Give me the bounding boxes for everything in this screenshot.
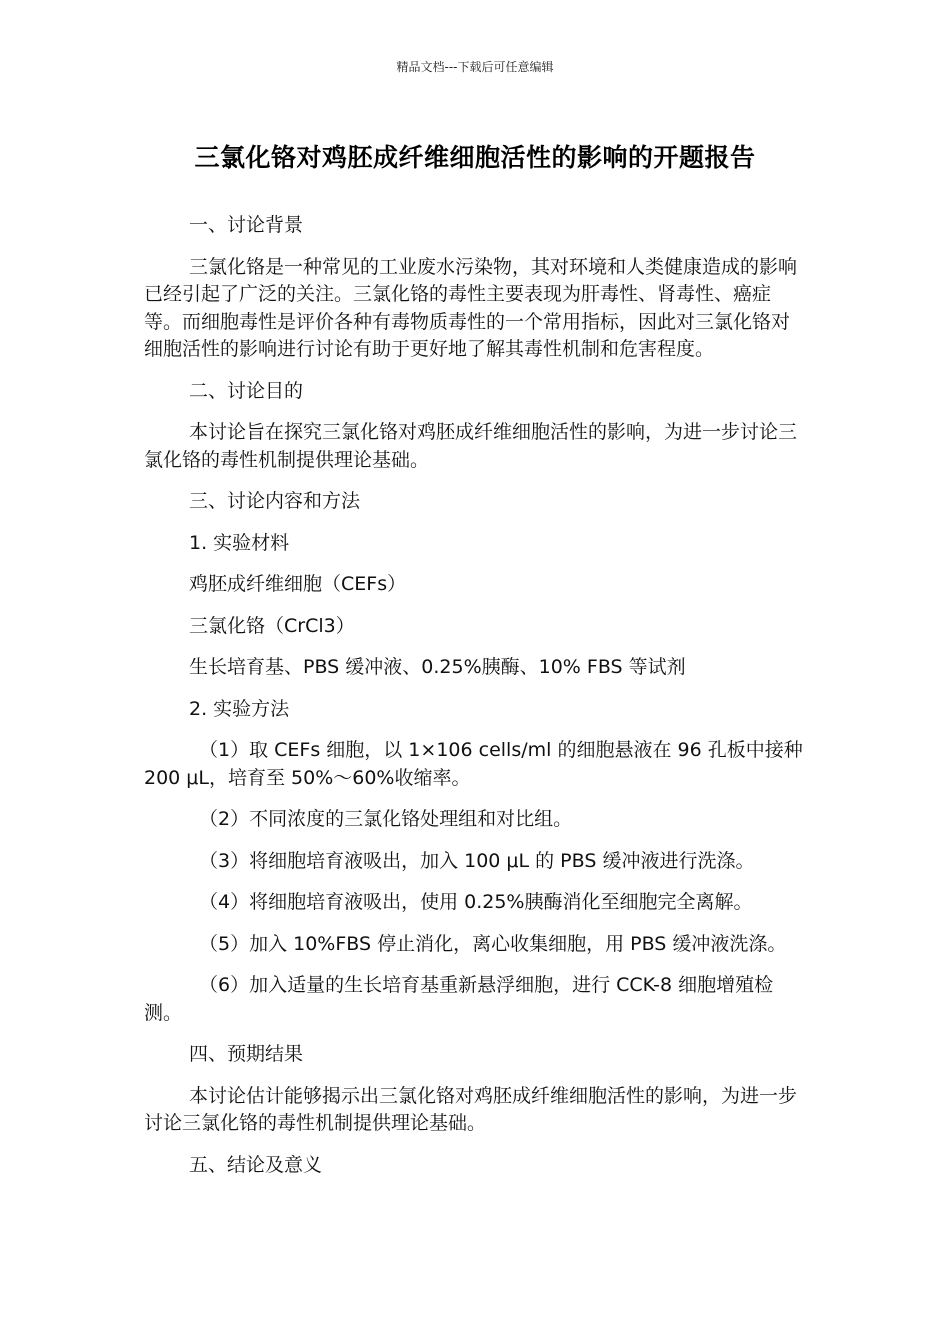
method-step: （4）将细胞培育液吸出，使用 0.25%胰酶消化至细胞完全离解。 [199, 891, 753, 913]
document-body [144, 212, 804, 1193]
material-item: 生长培育基、PBS 缓冲液、0.25%胰酶、10% FBS 等试剂 [189, 656, 686, 678]
material-item: 鸡胚成纤维细胞（CEFs） [189, 573, 407, 595]
method-step: （1）取 CEFs 细胞，以 1×106 cells/ml 的细胞悬液在 96 孔板中接种 200 μL，培育至 50%～60%收缩率。 [144, 739, 803, 789]
section-heading-expected-results: 四、预期结果 [189, 1043, 304, 1065]
paragraph-purpose: 本讨论旨在探究三氯化铬对鸡胚成纤维细胞活性的影响，为进一步讨论三氯化铬的毒性机制提供理论基础。 [144, 421, 798, 471]
paragraph-expected-results: 本讨论估计能够揭示出三氯化铬对鸡胚成纤维细胞活性的影响，为进一步讨论三氯化铬的毒性机制提供理论基础。 [144, 1084, 798, 1134]
section-heading-purpose: 二、讨论目的 [189, 379, 304, 402]
method-step: （6）加入适量的生长培育基重新悬浮细胞，进行 CCK-8 细胞增殖检测。 [144, 974, 774, 1024]
section-heading-content-methods: 三、讨论内容和方法 [189, 490, 361, 512]
paragraph-background: 三氯化铬是一种常见的工业废水污染物，其对环境和人类健康造成的影响已经引起了广泛的关注。三氯化铬的毒性主要表现为肝毒性、肾毒性、癌症等。而细胞毒性是评价各种有毒物质毒性的一个常用指标，因此对三氯化铬对细胞活性的影响进行讨论有助于更好地了解其毒性机制和危害程度。 [144, 255, 798, 360]
method-step: （5）加入 10%FBS 停止消化，离心收集细胞，用 PBS 缓冲液洗涤。 [199, 932, 787, 955]
material-item: 三氯化铬（CrCl3） [189, 614, 355, 637]
subheading-materials: 1. 实验材料 [189, 531, 290, 554]
section-heading-conclusion: 五、结论及意义 [189, 1153, 323, 1176]
subheading-methods: 2. 实验方法 [189, 697, 290, 720]
document-title: 三氯化铬对鸡胚成纤维细胞活性的影响的开题报告 [194, 143, 756, 172]
method-step: （2）不同浓度的三氯化铬处理组和对比组。 [199, 808, 573, 830]
section-heading-background: 一、讨论背景 [189, 214, 304, 236]
method-step: （3）将细胞培育液吸出，加入 100 μL 的 PBS 缓冲液进行洗涤。 [199, 849, 755, 872]
page-header-note: 精品文档---下载后可任意编辑 [396, 60, 554, 74]
